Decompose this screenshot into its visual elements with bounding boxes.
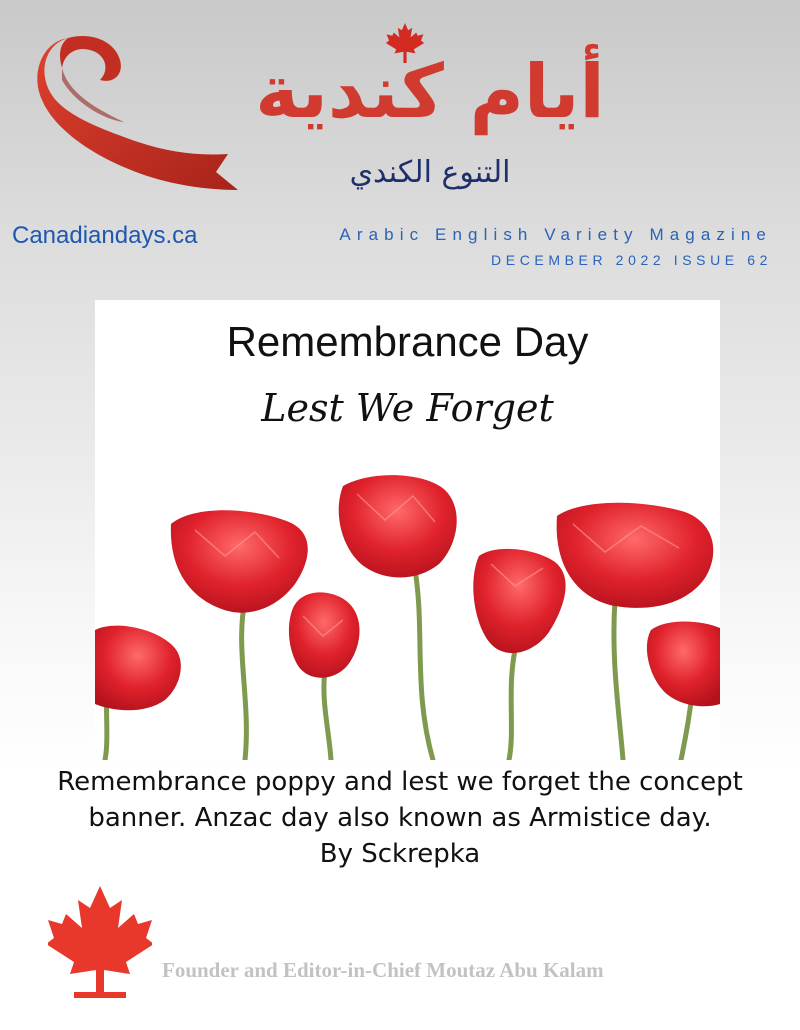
feature-script-title: Lest We Forget — [261, 386, 554, 430]
poppy-illustration — [95, 460, 720, 760]
caption-line: Remembrance poppy and lest we forget the concept — [57, 767, 743, 797]
caption-credit: By Sckrepka — [319, 839, 481, 869]
red-ribbon-icon — [28, 30, 243, 200]
caption-line: banner. Anzac day also known as Armistice day. — [88, 803, 712, 833]
masthead-subtitle: التنوع الكندي — [349, 155, 511, 190]
website-link[interactable]: Canadiandays.ca — [12, 222, 198, 249]
founder-credit: Founder and Editor-in-Chief Moutaz Abu Kalam — [162, 958, 604, 982]
image-caption — [0, 764, 800, 872]
magazine-tagline: Arabic English Variety Magazine — [339, 225, 772, 244]
issue-label: DECEMBER 2022 ISSUE 62 — [491, 252, 772, 268]
feature-image-card — [95, 300, 720, 760]
feature-title: Remembrance Day — [226, 318, 589, 365]
maple-leaf-icon — [48, 884, 152, 1006]
masthead-title: أيام كندية — [255, 49, 605, 135]
